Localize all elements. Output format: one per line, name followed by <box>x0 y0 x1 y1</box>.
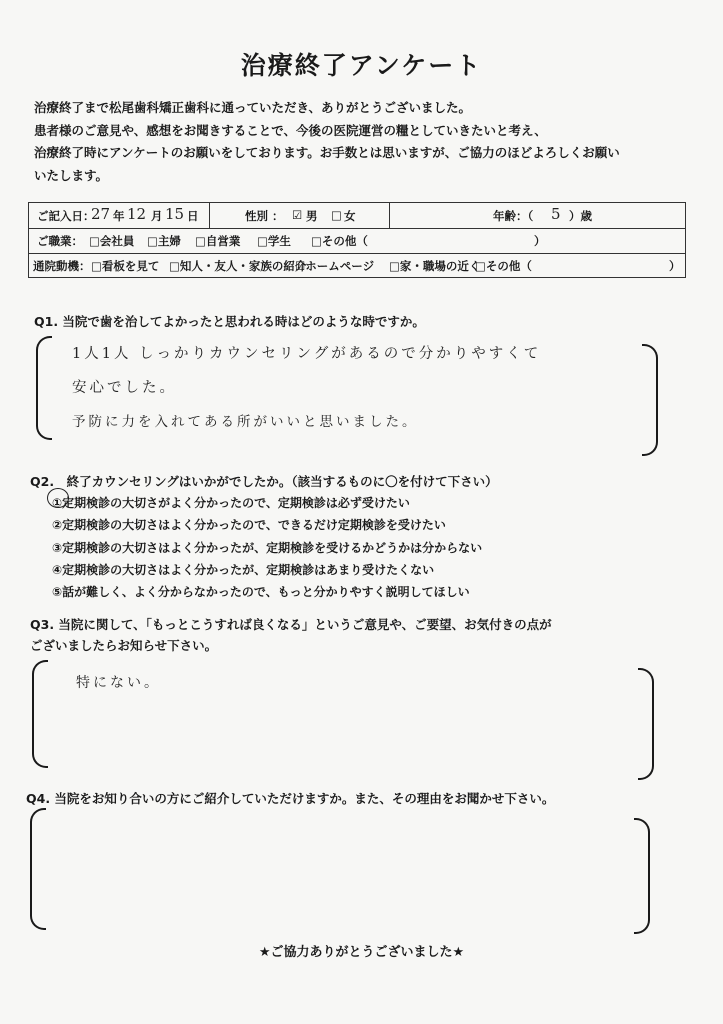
day-unit: 日 <box>187 209 199 223</box>
q2-option-4[interactable]: ④定期検診の大切さはよく分かったが、定期検診はあまり受けたくない <box>52 563 435 577</box>
intro-line: 治療終了時にアンケートのお願いをしております。お手数とは思いますが、ご協力のほどよろしくお願い <box>34 145 620 160</box>
motive-option-referral[interactable]: □知人・友人・家族の紹介 <box>169 259 307 273</box>
page-title: 治療終了アンケート <box>240 51 483 80</box>
q1-bracket-left <box>36 336 52 440</box>
intro-line: 患者様のご意見や、感想をお聞きすることで、今後の医院運営の糧としていきたいと考え、 <box>34 122 547 138</box>
divider <box>389 203 390 228</box>
job-option-student[interactable]: □学生 <box>257 234 291 248</box>
info-row-date-gender-age <box>29 203 685 229</box>
q3-question-line: ございましたらお知らせ下さい。 <box>30 638 218 653</box>
motive-option-other[interactable]: □その他（ <box>475 259 532 273</box>
q1-bracket-right <box>642 344 658 456</box>
q2-question: Q2. 終了カウンセリングはいかがでしたか。（該当するものに〇を付けて下さい） <box>30 474 498 489</box>
q1-answer-line[interactable]: 1人1人 しっかりカウンセリングがあるので分かりやすくて <box>72 346 542 362</box>
job-other-close: ） <box>534 234 546 248</box>
age-unit: ）歳 <box>569 209 592 223</box>
motive-option-signboard[interactable]: □看板を見て <box>91 259 160 273</box>
intro-text <box>34 97 694 187</box>
gender-male-checkbox[interactable]: ☑ <box>292 208 303 222</box>
job-option-selfemployed[interactable]: □自営業 <box>195 234 241 248</box>
job-option-housewife[interactable]: □主婦 <box>147 234 181 248</box>
info-row-motive <box>29 253 685 278</box>
gender-label: 性別 ： <box>245 209 284 223</box>
job-option-company[interactable]: □会社員 <box>89 234 135 248</box>
date-year[interactable]: 27 <box>91 205 111 223</box>
divider <box>209 203 210 228</box>
info-row-job <box>29 228 685 254</box>
q2-option-5[interactable]: ⑤話が難しく、よく分からなかったので、もっと分かりやすく説明してほしい <box>52 585 470 599</box>
q1-answer-line[interactable]: 安心でした。 <box>72 380 177 396</box>
gender-female-label: 女 <box>344 209 356 223</box>
footer-thanks: ★ご協力ありがとうございました★ <box>258 945 465 960</box>
motive-other-close: ） <box>669 259 681 273</box>
q3-question-line: Q3. 当院に関して、「もっとこうすれば良くなる」というご意見や、ご要望、お気付きの点が <box>30 617 552 632</box>
year-unit: 年 <box>113 209 125 223</box>
info-table <box>28 202 686 278</box>
q2-option-2[interactable]: ②定期検診の大切さはよく分かったので、できるだけ定期検診を受けたい <box>52 518 446 532</box>
intro-line: いたします。 <box>34 167 109 183</box>
age-label: 年齢：（ <box>493 209 534 223</box>
date-label: ご記入日： <box>37 209 95 223</box>
q1-answer-line[interactable]: 予防に力を入れてある所がいいと思いました。 <box>72 414 419 430</box>
motive-label: 通院動機： <box>33 259 91 273</box>
job-label: ご職業： <box>37 234 83 248</box>
q1-question: Q1. 当院で歯を治してよかったと思われる時はどのような時ですか。 <box>34 314 425 329</box>
date-day[interactable]: 15 <box>165 205 185 223</box>
month-unit: 月 <box>151 209 163 223</box>
q3-bracket-right <box>638 668 654 780</box>
q3-answer[interactable]: 特にない。 <box>76 675 161 691</box>
date-month[interactable]: 12 <box>127 205 147 223</box>
q4-answer-area[interactable] <box>30 808 648 930</box>
q2-option-1[interactable]: ①定期検診の大切さがよく分かったので、定期検診は必ず受けたい <box>52 496 410 510</box>
gender-male-label: 男 <box>306 209 318 223</box>
gender-female-checkbox[interactable]: □ <box>331 208 342 222</box>
age-value[interactable]: 5 <box>551 205 561 223</box>
motive-option-nearby[interactable]: □家・職場の近く <box>389 259 481 273</box>
job-option-other[interactable]: □その他（ <box>311 234 368 248</box>
q4-question: Q4. 当院をお知り合いの方にご紹介していただけますか。また、その理由をお聞かせ下さい。 <box>26 791 555 806</box>
q3-bracket-left <box>32 660 48 768</box>
intro-line: 治療終了まで松尾歯科矯正歯科に通っていただき、ありがとうございました。 <box>34 100 472 115</box>
q2-option-3[interactable]: ③定期検診の大切さはよく分かったが、定期検診を受けるかどうかは分からない <box>52 541 483 555</box>
motive-option-homepage[interactable]: ☑ホームページ <box>295 259 375 273</box>
